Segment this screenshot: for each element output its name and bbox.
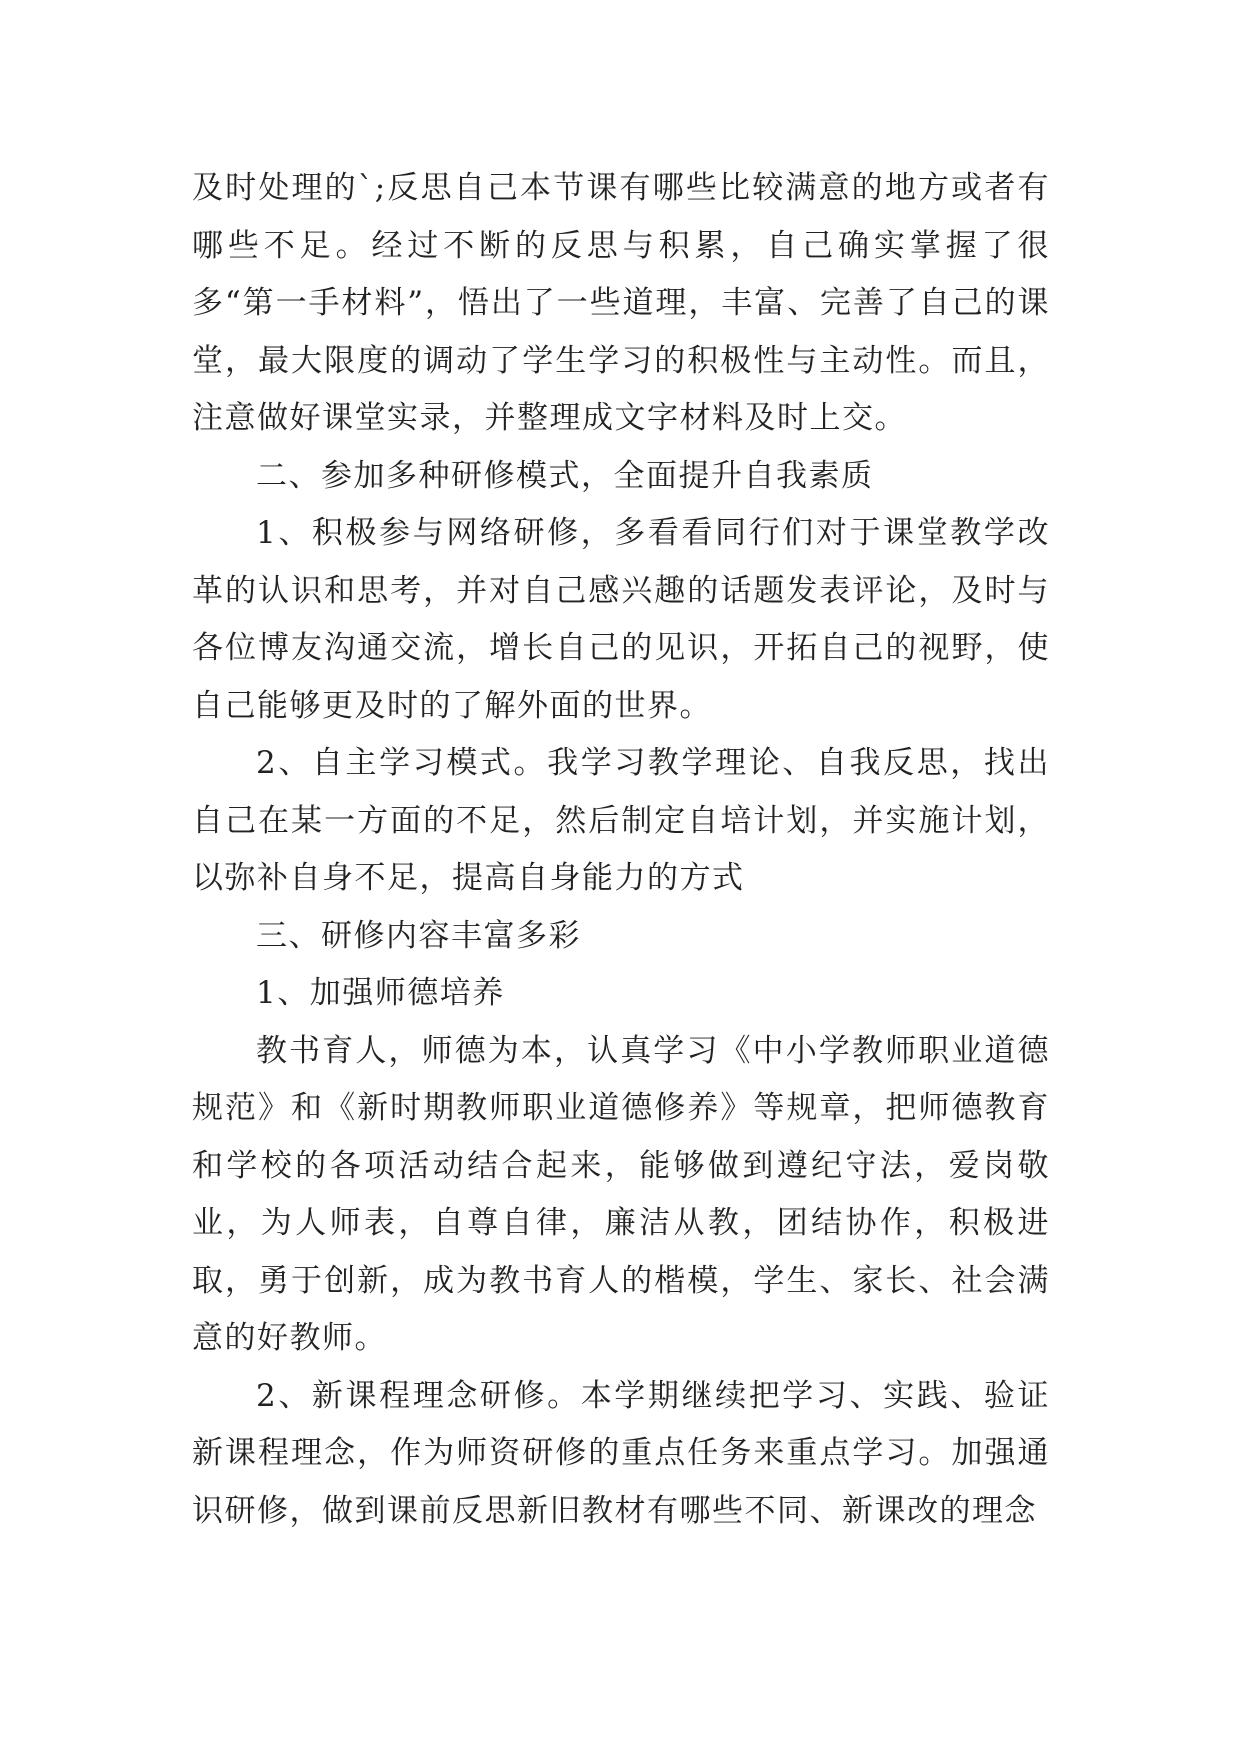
paragraph-online-research: 1、积极参与网络研修，多看看同行们对于课堂教学改革的认识和思考，并对自己感兴趣的话题发表评论，及时与各位博友沟通交流，增长自己的见识，开拓自己的视野，使自己能够更及时的了解外面的世界。 [192,515,1050,724]
subheading-teacher-ethics: 1、加强师德培养 [256,975,505,1011]
paragraph-teacher-ethics: 教书育人，师德为本，认真学习《中小学教师职业道德规范》和《新时期教师职业道德修养》等规章，把师德教育和学校的各项活动结合起来，能够做到遵纪守法，爱岗敬业，为人师表，自尊自律，廉洁从教，团结协作，积极进取，勇于创新，成为教书育人的楷模，学生、家长、社会满意的好教师。 [192,1032,1050,1356]
document-body [192,160,1050,1540]
paragraph-self-study: 2、自主学习模式。我学习教学理论、自我反思，找出自己在某一方面的不足，然后制定自培计划，并实施计划，以弥补自身不足，提高自身能力的方式 [192,745,1050,896]
section-heading-research-modes: 二、参加多种研修模式，全面提升自我素质 [256,457,874,494]
paragraph-new-curriculum: 2、新课程理念研修。本学期继续把学习、实践、验证新课程理念，作为师资研修的重点任务来重点学习。加强通识研修，做到课前反思新旧教材有哪些不同、新课改的理念 [192,1377,1050,1529]
paragraph-reflection-continued: 及时处理的`;反思自己本节课有哪些比较满意的地方或者有哪些不足。经过不断的反思与积累，自己确实掌握了很多“第一手材料”，悟出了一些道理，丰富、完善了自己的课堂，最大限度的调动了学生学习的积极性与主动性。而且，注意做好课堂实录，并整理成文字材料及时上交。 [192,170,1050,436]
section-heading-research-content: 三、研修内容丰富多彩 [256,917,581,954]
